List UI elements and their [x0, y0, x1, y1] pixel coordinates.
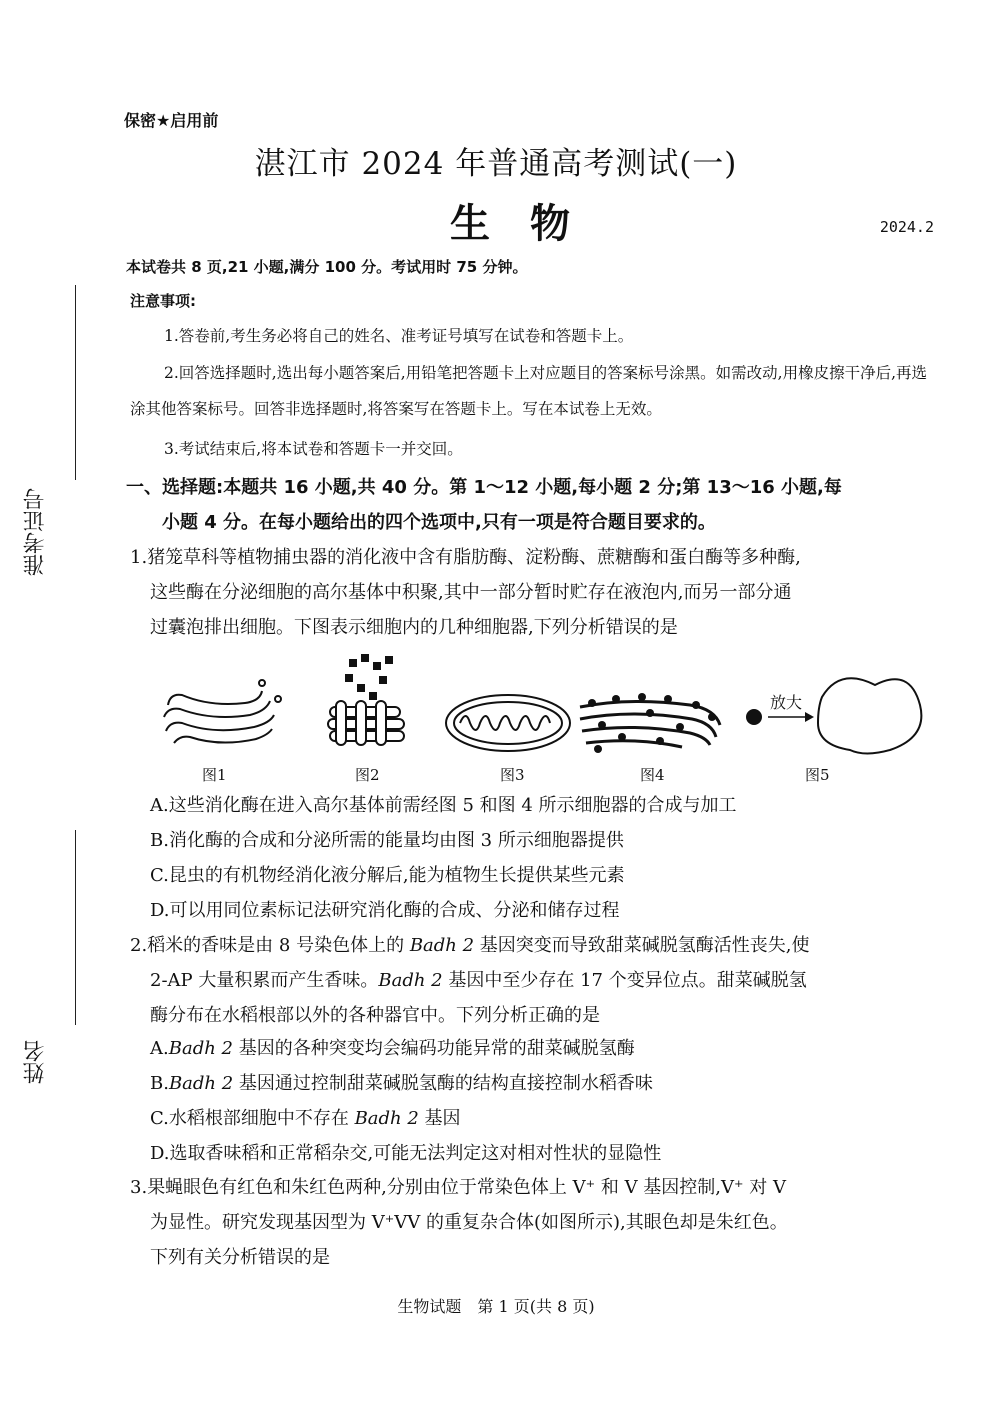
figure-caption-2: 图2	[355, 766, 380, 784]
gene-name: Badh 2	[168, 1073, 234, 1094]
page-footer: 生物试题 第 1 页(共 8 页)	[397, 1297, 595, 1316]
q1-option-b: B.消化酶的合成和分泌所需的能量均由图 3 所示细胞器提供	[150, 830, 624, 851]
exam-date: 2024.2	[879, 218, 934, 236]
question-stem: 猪笼草科等植物捕虫器的消化液中含有脂肪酶、淀粉酶、蔗糖酶和蛋白酶等多种酶,	[147, 547, 801, 568]
question-1	[130, 540, 940, 645]
question-stem: 下列有关分析错误的是	[150, 1247, 330, 1268]
notice-heading: 注意事项:	[130, 292, 196, 310]
question-2	[130, 928, 940, 1033]
section-heading	[126, 470, 940, 540]
question-stem: 稻米的香味是由 8 号染色体上的	[147, 935, 410, 956]
subject-title: 生物	[450, 201, 610, 247]
figure-caption-1: 图1	[202, 766, 227, 784]
notice-item-1: 1.答卷前,考生务必将自己的姓名、准考证号填写在试卷和答题卡上。	[164, 327, 634, 345]
name-label: 姓名	[23, 1040, 48, 1084]
question-number: 1.	[130, 547, 148, 568]
q1-option-d: D.可以用同位素标记法研究消化酶的合成、分泌和储存过程	[150, 900, 620, 921]
figure-caption-4: 图4	[640, 766, 665, 784]
q2-option-c: C.水稻根部细胞中不存在 Badh 2 基因	[150, 1108, 461, 1129]
question-stem: 基因突变而导致甜菜碱脱氢酶活性丧失,使	[474, 935, 810, 956]
gene-name: Badh 2	[354, 1108, 419, 1129]
mitochondrion-icon	[446, 695, 570, 751]
q1-option-a: A.这些消化酶在进入高尔基体前需经图 5 和图 4 所示细胞器的合成与加工	[150, 795, 737, 816]
question-stem: 果蝇眼色有红色和朱红色两种,分别由位于常染色体上 V⁺ 和 V 基因控制,V⁺ 对 V	[147, 1177, 786, 1198]
confidential-label: 保密★启用前	[124, 111, 219, 130]
section-heading-line1: 一、选择题:本题共 16 小题,共 40 分。第 1～12 小题,每小题 2 分;第 13～16 小题,每	[126, 477, 842, 498]
centriole-icon	[328, 655, 404, 745]
question-stem: 2-AP 大量积累而产生香味。	[150, 970, 379, 991]
notice-item-2: 2.回答选择题时,选出每小题答案后,用铅笔把答题卡上对应题目的答案标号涂黑。如需改动,用橡皮擦干净后,再选涂其他答案标号。回答非选择题时,将答案写在答题卡上。写在本试卷上无效。	[130, 364, 928, 418]
question-3	[130, 1170, 940, 1275]
q2-option-b: B.Badh 2 基因通过控制甜菜碱脱氢酶的结构直接控制水稻香味	[150, 1073, 653, 1094]
question-stem: 为显性。研究发现基因型为 V⁺VV 的重复杂合体(如图所示),其眼色却是朱红色。	[150, 1212, 788, 1233]
notice-item-3: 3.考试结束后,将本试卷和答题卡一并交回。	[164, 440, 463, 458]
question-stem: 酶分布在水稻根部以外的各种器官中。下列分析正确的是	[150, 1005, 600, 1026]
exam-intro: 本试卷共 8 页,21 小题,满分 100 分。考试用时 75 分钟。	[126, 258, 528, 276]
figure-caption-5: 图5	[805, 766, 830, 784]
q2-option-a: A.Badh 2 基因的各种突变均会编码功能异常的甜菜碱脱氢酶	[150, 1038, 635, 1059]
q2-option-d: D.选取香味稻和正常稻杂交,可能无法判定这对相对性状的显隐性	[150, 1143, 662, 1164]
exam-title: 湛江市 2024 年普通高考测试(一)	[254, 146, 738, 182]
exam-id-line	[75, 285, 76, 480]
name-line	[75, 830, 76, 1025]
gene-name: Badh 2	[409, 935, 475, 956]
q1-option-c: C.昆虫的有机物经消化液分解后,能为植物生长提供某些元素	[150, 865, 625, 886]
golgi-icon	[164, 680, 281, 743]
question-stem: 过囊泡排出细胞。下图表示细胞内的几种细胞器,下列分析错误的是	[150, 617, 678, 638]
organelle-figures	[150, 645, 930, 760]
question-number: 2.	[130, 935, 148, 956]
question-number: 3.	[130, 1177, 148, 1198]
gene-name: Badh 2	[378, 970, 443, 991]
question-stem: 基因中至少存在 17 个变异位点。甜菜碱脱氢	[442, 970, 807, 991]
question-stem: 这些酶在分泌细胞的高尔基体中积聚,其中一部分暂时贮存在液泡内,而另一部分通	[150, 582, 792, 603]
section-heading-line2: 小题 4 分。在每小题给出的四个选项中,只有一项是符合题目要求的。	[162, 512, 716, 533]
exam-id-label: 准考证号	[23, 488, 48, 576]
enlarge-label: 放大	[770, 693, 803, 712]
figure-caption-3: 图3	[500, 766, 525, 784]
gene-name: Badh 2	[168, 1038, 233, 1059]
endoplasmic-reticulum-icon	[580, 693, 720, 753]
